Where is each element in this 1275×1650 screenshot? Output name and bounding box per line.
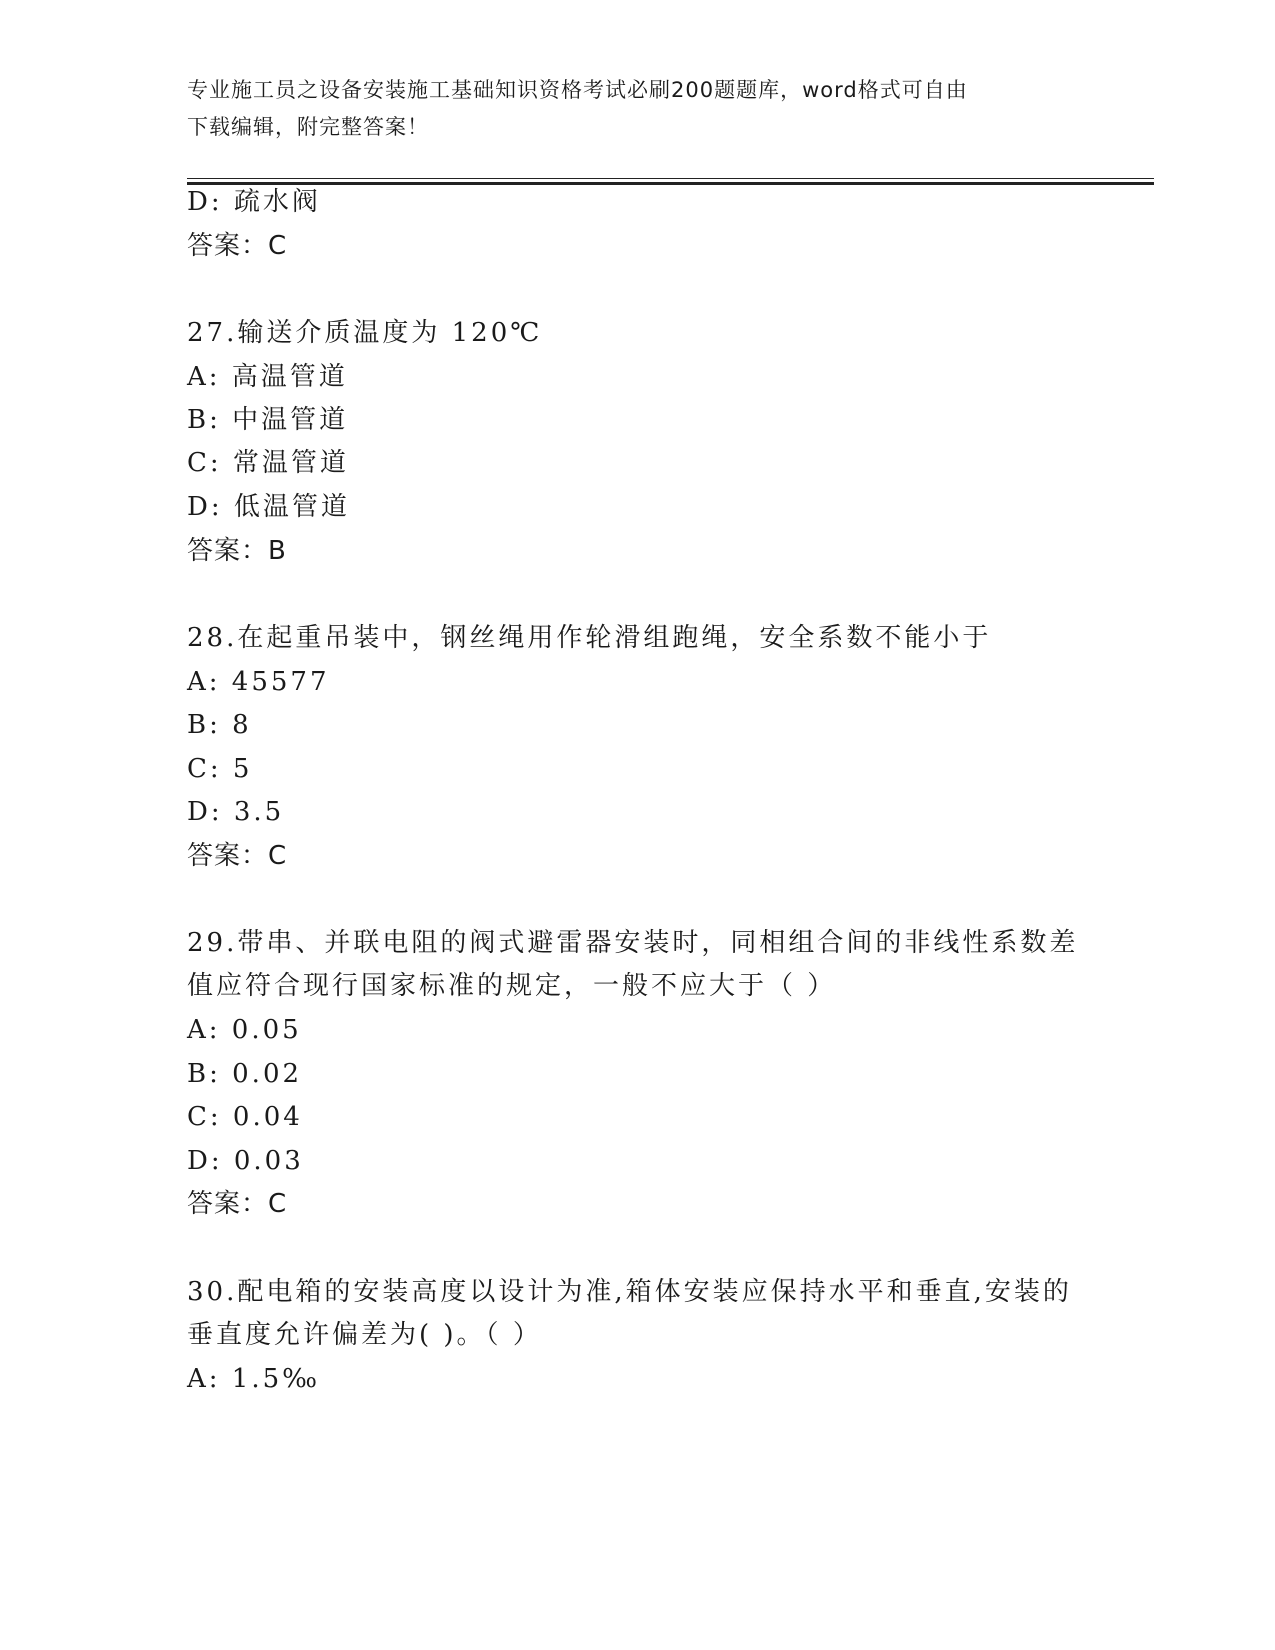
q29-option-c: C: 0.04 <box>187 1102 303 1132</box>
q29-option-d: D: 0.03 <box>187 1146 304 1176</box>
q29-option-a: A: 0.05 <box>187 1015 302 1045</box>
q27-answer: 答案：B <box>187 536 287 566</box>
q29-question-line-1: 29.带串、并联电阻的阀式避雷器安装时，同相组合间的非线性系数差 <box>187 928 1079 958</box>
q27-option-c: C: 常温管道 <box>187 448 349 478</box>
header-divider-thick <box>187 182 1154 185</box>
q27-option-d: D: 低温管道 <box>187 492 350 522</box>
header-line-1: 专业施工员之设备安装施工基础知识资格考试必刷200题题库，word格式可自由 <box>187 78 968 102</box>
q28-question: 28.在起重吊装中，钢丝绳用作轮滑组跑绳，安全系数不能小于 <box>187 623 992 653</box>
q27-option-a: A: 高温管道 <box>187 362 348 392</box>
q28-option-b: B: 8 <box>187 710 252 740</box>
q28-answer: 答案：C <box>187 841 288 871</box>
document-header <box>187 72 1087 146</box>
header-line-2: 下载编辑，附完整答案！ <box>187 115 429 139</box>
q30-question-line-1: 30.配电箱的安装高度以设计为准,箱体安装应保持水平和垂直,安装的 <box>187 1277 1072 1307</box>
q28-option-a: A: 45577 <box>187 667 330 697</box>
q27-option-b: B: 中温管道 <box>187 405 349 435</box>
header-divider-thin <box>187 178 1154 179</box>
q29-answer: 答案：C <box>187 1189 288 1219</box>
q28-option-c: C: 5 <box>187 754 253 784</box>
q29-question-line-2: 值应符合现行国家标准的规定，一般不应大于（ ） <box>187 971 837 1001</box>
q30-question-line-2: 垂直度允许偏差为( )。（ ） <box>187 1320 542 1350</box>
q30-option-a: A: 1.5‰ <box>187 1364 321 1394</box>
q28-option-d: D: 3.5 <box>187 797 285 827</box>
q27-question: 27.输送介质温度为 120℃ <box>187 318 543 348</box>
q29-option-b: B: 0.02 <box>187 1059 303 1089</box>
prev-option-d: D: 疏水阀 <box>187 187 321 217</box>
prev-answer: 答案：C <box>187 231 288 261</box>
